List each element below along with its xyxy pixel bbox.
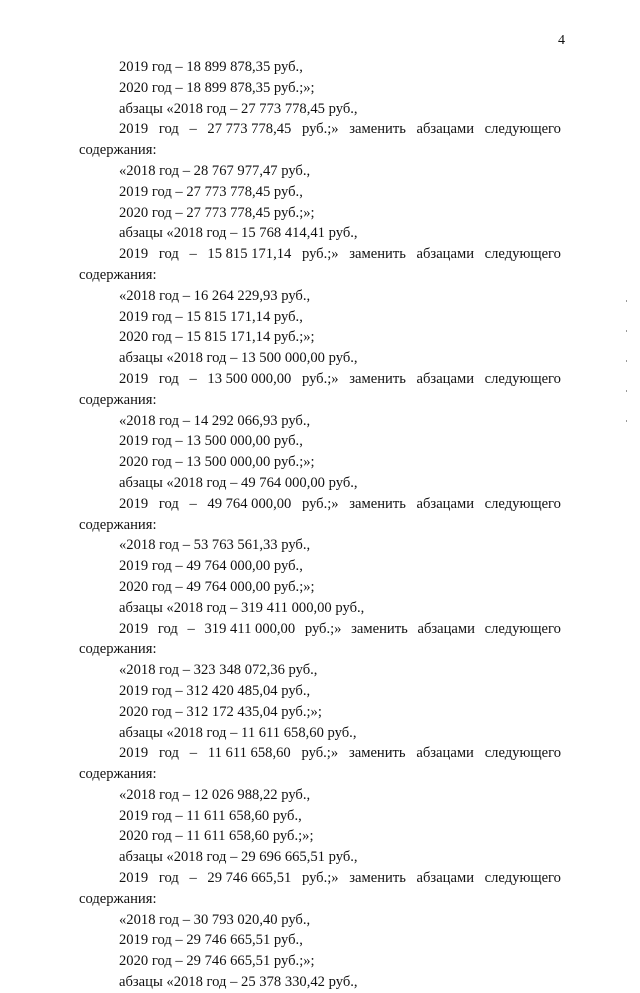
- text-word: абзацами: [416, 745, 474, 762]
- text-word: заменить: [349, 246, 406, 263]
- text-word: 49 764 000,00: [207, 495, 292, 512]
- text-line: [79, 619, 561, 640]
- text-line: абзацы «2018 год – 319 411 000,00 руб.,: [119, 599, 365, 616]
- text-line: «2018 год – 28 767 977,47 руб.,: [119, 162, 311, 179]
- text-word: абзацами: [416, 121, 475, 138]
- text-word: –: [189, 121, 197, 138]
- text-word: абзацами: [417, 620, 475, 637]
- text-word: 13 500 000,00: [207, 370, 292, 387]
- text-word: руб.;»: [301, 745, 339, 762]
- text-line: 2019 год – 27 773 778,45 руб.,: [119, 183, 303, 200]
- text-word: 319 411 000,00: [204, 620, 296, 637]
- text-line: 2020 год – 312 172 435,04 руб.;»;: [119, 703, 322, 720]
- text-word: 2019: [119, 370, 149, 387]
- text-word: следующего: [484, 246, 561, 263]
- text-word: 2019: [119, 620, 149, 637]
- text-line: «2018 год – 53 763 561,33 руб.,: [119, 537, 311, 554]
- text-line: содержания:: [79, 391, 157, 408]
- text-line: абзацы «2018 год – 13 500 000,00 руб.,: [119, 350, 358, 367]
- text-line: 2020 год – 15 815 171,14 руб.;»;: [119, 329, 315, 346]
- text-word: заменить: [351, 620, 408, 637]
- text-line: абзацы «2018 год – 15 768 414,41 руб.,: [119, 225, 358, 242]
- text-word: абзацами: [416, 870, 475, 887]
- text-line: содержания:: [79, 266, 157, 283]
- text-word: заменить: [349, 121, 406, 138]
- text-line: [79, 244, 561, 265]
- text-word: руб.;»: [301, 370, 339, 387]
- text-line: 2020 год – 13 500 000,00 руб.;»;: [119, 454, 315, 471]
- text-word: год: [158, 495, 179, 512]
- text-line: абзацы «2018 год – 27 773 778,45 руб.,: [119, 100, 358, 117]
- text-word: следующего: [484, 620, 561, 637]
- scan-artifact: [626, 330, 627, 332]
- text-word: заменить: [349, 370, 406, 387]
- text-line: 2020 год – 49 764 000,00 руб.;»;: [119, 578, 315, 595]
- text-word: следующего: [484, 370, 561, 387]
- text-word: заменить: [349, 495, 406, 512]
- text-word: заменить: [348, 745, 406, 762]
- text-line: 2020 год – 29 746 665,51 руб.;»;: [119, 953, 315, 970]
- text-line: содержания:: [79, 516, 157, 533]
- text-word: –: [189, 870, 197, 887]
- text-word: руб.;»: [301, 870, 339, 887]
- text-word: абзацами: [416, 495, 475, 512]
- text-line: абзацы «2018 год – 11 611 658,60 руб.,: [119, 724, 357, 741]
- text-line: 2019 год – 13 500 000,00 руб.,: [119, 433, 303, 450]
- scan-artifact: [626, 420, 627, 422]
- text-word: год: [158, 121, 179, 138]
- text-word: заменить: [349, 870, 406, 887]
- text-line: «2018 год – 323 348 072,36 руб.,: [119, 662, 318, 679]
- text-word: абзацами: [416, 370, 475, 387]
- text-word: руб.;»: [301, 121, 339, 138]
- text-word: 27 773 778,45: [207, 121, 292, 138]
- text-word: следующего: [484, 870, 561, 887]
- text-line: 2019 год – 11 611 658,60 руб.,: [119, 807, 302, 824]
- text-word: год: [157, 620, 178, 637]
- text-word: год: [158, 246, 179, 263]
- text-word: абзацами: [416, 246, 475, 263]
- text-word: год: [158, 870, 179, 887]
- text-line: 2019 год – 15 815 171,14 руб.,: [119, 308, 303, 325]
- text-word: руб.;»: [304, 620, 342, 637]
- text-line: содержания:: [79, 890, 157, 907]
- text-line: [79, 119, 561, 140]
- text-line: 2019 год – 312 420 485,04 руб.,: [119, 682, 311, 699]
- text-word: 2019: [119, 121, 149, 138]
- text-word: 2019: [119, 246, 149, 263]
- text-word: –: [187, 620, 195, 637]
- page-number: 4: [558, 33, 565, 48]
- text-word: следующего: [484, 121, 561, 138]
- text-word: год: [159, 745, 179, 762]
- text-line: 2019 год – 49 764 000,00 руб.,: [119, 558, 303, 575]
- text-line: содержания:: [79, 766, 157, 783]
- text-word: 2019: [119, 495, 149, 512]
- text-line: абзацы «2018 год – 29 696 665,51 руб.,: [119, 849, 358, 866]
- text-line: абзацы «2018 год – 25 378 330,42 руб.,: [119, 974, 358, 991]
- text-word: следующего: [484, 745, 561, 762]
- text-word: 29 746 665,51: [207, 870, 292, 887]
- text-word: –: [189, 370, 197, 387]
- text-word: руб.;»: [301, 495, 339, 512]
- text-line: 2019 год – 18 899 878,35 руб.,: [119, 59, 303, 75]
- document-body: [79, 57, 561, 993]
- scan-artifact: [626, 300, 627, 302]
- text-line: «2018 год – 16 264 229,93 руб.,: [119, 287, 311, 304]
- text-word: –: [189, 745, 198, 762]
- text-word: –: [189, 495, 197, 512]
- text-word: 11 611 658,60: [207, 745, 291, 762]
- text-line: «2018 год – 30 793 020,40 руб.,: [119, 911, 311, 928]
- text-line: 2019 год – 29 746 665,51 руб.,: [119, 932, 303, 949]
- text-line: 2020 год – 11 611 658,60 руб.;»;: [119, 828, 314, 845]
- text-line: содержания:: [79, 641, 157, 658]
- text-line: [79, 369, 561, 390]
- text-word: год: [158, 370, 179, 387]
- text-line: «2018 год – 12 026 988,22 руб.,: [119, 786, 311, 803]
- text-word: 2019: [119, 870, 149, 887]
- text-line: [79, 743, 561, 764]
- scan-artifact: [626, 390, 627, 392]
- text-line: [79, 494, 561, 515]
- text-line: абзацы «2018 год – 49 764 000,00 руб.,: [119, 474, 358, 491]
- scan-artifact: [626, 360, 627, 362]
- text-line: 2020 год – 27 773 778,45 руб.;»;: [119, 204, 315, 221]
- text-word: 15 815 171,14: [207, 246, 292, 263]
- text-line: «2018 год – 14 292 066,93 руб.,: [119, 412, 311, 429]
- text-word: следующего: [484, 495, 561, 512]
- text-word: –: [189, 246, 197, 263]
- text-line: [79, 868, 561, 889]
- text-line: содержания:: [79, 142, 157, 159]
- text-word: руб.;»: [301, 246, 339, 263]
- text-word: 2019: [119, 745, 149, 762]
- text-line: 2020 год – 18 899 878,35 руб.;»;: [119, 79, 315, 96]
